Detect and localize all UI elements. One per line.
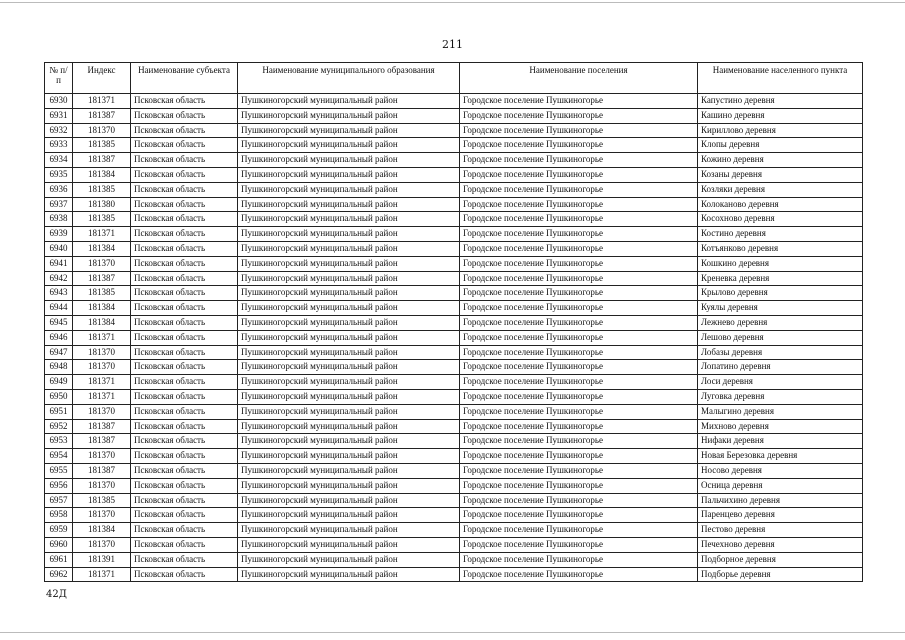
row-number-cell: 6958 [45, 508, 73, 523]
settlement-cell: Городское поселение Пушкиногорье [460, 197, 698, 212]
settlement-cell: Городское поселение Пушкиногорье [460, 227, 698, 242]
table-row [45, 330, 863, 345]
settlement-cell: Городское поселение Пушкиногорье [460, 478, 698, 493]
subject-cell: Псковская область [131, 419, 238, 434]
subject-cell: Псковская область [131, 212, 238, 227]
locality-cell: Лобазы деревня [698, 345, 863, 360]
postal-index-cell: 181370 [73, 508, 131, 523]
municipality-cell: Пушкиногорский муниципальный район [238, 345, 460, 360]
postal-index-cell: 181370 [73, 449, 131, 464]
municipality-cell: Пушкиногорский муниципальный район [238, 212, 460, 227]
row-number-cell: 6941 [45, 256, 73, 271]
locality-cell: Подборное деревня [698, 552, 863, 567]
postal-index-cell: 181371 [73, 567, 131, 582]
locality-cell: Осница деревня [698, 478, 863, 493]
postal-index-cell: 181387 [73, 108, 131, 123]
settlement-cell: Городское поселение Пушкиногорье [460, 123, 698, 138]
table-row [45, 375, 863, 390]
table-row [45, 138, 863, 153]
settlement-cell: Городское поселение Пушкиногорье [460, 256, 698, 271]
locality-cell: Паренцево деревня [698, 508, 863, 523]
locality-cell: Крылово деревня [698, 286, 863, 301]
municipality-cell: Пушкиногорский муниципальный район [238, 537, 460, 552]
postal-index-cell: 181380 [73, 197, 131, 212]
table-row [45, 419, 863, 434]
postal-index-cell: 181385 [73, 212, 131, 227]
row-number-cell: 6934 [45, 153, 73, 168]
scan-top-edge [0, 2, 905, 3]
table-row [45, 153, 863, 168]
postal-index-cell: 181387 [73, 463, 131, 478]
postal-index-cell: 181370 [73, 256, 131, 271]
municipality-cell: Пушкиногорский муниципальный район [238, 227, 460, 242]
settlement-cell: Городское поселение Пушкиногорье [460, 360, 698, 375]
table-row [45, 434, 863, 449]
locality-cell: Лоси деревня [698, 375, 863, 390]
locality-cell: Кожино деревня [698, 153, 863, 168]
postal-index-cell: 181384 [73, 241, 131, 256]
settlements-table [44, 62, 863, 582]
settlement-cell: Городское поселение Пушкиногорье [460, 508, 698, 523]
locality-cell: Луговка деревня [698, 389, 863, 404]
postal-index-cell: 181370 [73, 404, 131, 419]
subject-cell: Псковская область [131, 508, 238, 523]
settlement-cell: Городское поселение Пушкиногорье [460, 212, 698, 227]
subject-cell: Псковская область [131, 197, 238, 212]
settlement-cell: Городское поселение Пушкиногорье [460, 138, 698, 153]
subject-cell: Псковская область [131, 345, 238, 360]
row-number-cell: 6938 [45, 212, 73, 227]
table-row [45, 345, 863, 360]
subject-cell: Псковская область [131, 449, 238, 464]
subject-cell: Псковская область [131, 138, 238, 153]
municipality-cell: Пушкиногорский муниципальный район [238, 271, 460, 286]
row-number-cell: 6947 [45, 345, 73, 360]
subject-cell: Псковская область [131, 94, 238, 109]
settlement-cell: Городское поселение Пушкиногорье [460, 375, 698, 390]
postal-index-cell: 181387 [73, 434, 131, 449]
table-row [45, 256, 863, 271]
subject-cell: Псковская область [131, 271, 238, 286]
row-number-cell: 6948 [45, 360, 73, 375]
postal-index-cell: 181391 [73, 552, 131, 567]
subject-cell: Псковская область [131, 315, 238, 330]
subject-cell: Псковская область [131, 389, 238, 404]
settlement-cell: Городское поселение Пушкиногорье [460, 94, 698, 109]
settlement-cell: Городское поселение Пушкиногорье [460, 315, 698, 330]
locality-cell: Колоканово деревня [698, 197, 863, 212]
header-settlement: Наименование поселения [460, 63, 698, 94]
row-number-cell: 6961 [45, 552, 73, 567]
postal-index-cell: 181384 [73, 301, 131, 316]
locality-cell: Козаны деревня [698, 167, 863, 182]
locality-cell: Нифаки деревня [698, 434, 863, 449]
settlement-cell: Городское поселение Пушкиногорье [460, 241, 698, 256]
settlement-cell: Городское поселение Пушкиногорье [460, 463, 698, 478]
locality-cell: Капустино деревня [698, 94, 863, 109]
footer-mark: 42Д [46, 589, 67, 600]
postal-index-cell: 181371 [73, 330, 131, 345]
subject-cell: Псковская область [131, 123, 238, 138]
settlement-cell: Городское поселение Пушкиногорье [460, 153, 698, 168]
municipality-cell: Пушкиногорский муниципальный район [238, 256, 460, 271]
row-number-cell: 6962 [45, 567, 73, 582]
row-number-cell: 6944 [45, 301, 73, 316]
municipality-cell: Пушкиногорский муниципальный район [238, 360, 460, 375]
row-number-cell: 6936 [45, 182, 73, 197]
municipality-cell: Пушкиногорский муниципальный район [238, 153, 460, 168]
municipality-cell: Пушкиногорский муниципальный район [238, 315, 460, 330]
settlement-cell: Городское поселение Пушкиногорье [460, 167, 698, 182]
row-number-cell: 6933 [45, 138, 73, 153]
row-number-cell: 6932 [45, 123, 73, 138]
settlement-cell: Городское поселение Пушкиногорье [460, 523, 698, 538]
settlement-cell: Городское поселение Пушкиногорье [460, 493, 698, 508]
municipality-cell: Пушкиногорский муниципальный район [238, 508, 460, 523]
table-header-row [45, 63, 863, 94]
locality-cell: Костино деревня [698, 227, 863, 242]
row-number-cell: 6957 [45, 493, 73, 508]
settlement-cell: Городское поселение Пушкиногорье [460, 301, 698, 316]
row-number-cell: 6935 [45, 167, 73, 182]
settlement-cell: Городское поселение Пушкиногорье [460, 286, 698, 301]
subject-cell: Псковская область [131, 330, 238, 345]
subject-cell: Псковская область [131, 167, 238, 182]
municipality-cell: Пушкиногорский муниципальный район [238, 167, 460, 182]
postal-index-cell: 181371 [73, 375, 131, 390]
subject-cell: Псковская область [131, 567, 238, 582]
locality-cell: Подборье деревня [698, 567, 863, 582]
subject-cell: Псковская область [131, 478, 238, 493]
municipality-cell: Пушкиногорский муниципальный район [238, 241, 460, 256]
table-row [45, 508, 863, 523]
municipality-cell: Пушкиногорский муниципальный район [238, 123, 460, 138]
postal-index-cell: 181385 [73, 493, 131, 508]
settlement-cell: Городское поселение Пушкиногорье [460, 271, 698, 286]
table-row [45, 241, 863, 256]
scan-bottom-edge [0, 632, 905, 633]
table-row [45, 463, 863, 478]
postal-index-cell: 181384 [73, 315, 131, 330]
row-number-cell: 6955 [45, 463, 73, 478]
row-number-cell: 6953 [45, 434, 73, 449]
postal-index-cell: 181387 [73, 271, 131, 286]
municipality-cell: Пушкиногорский муниципальный район [238, 286, 460, 301]
settlement-cell: Городское поселение Пушкиногорье [460, 345, 698, 360]
table-row [45, 301, 863, 316]
locality-cell: Котъянково деревня [698, 241, 863, 256]
locality-cell: Пестово деревня [698, 523, 863, 538]
table-row [45, 212, 863, 227]
municipality-cell: Пушкиногорский муниципальный район [238, 404, 460, 419]
row-number-cell: 6931 [45, 108, 73, 123]
subject-cell: Псковская область [131, 286, 238, 301]
table-row [45, 315, 863, 330]
table-row [45, 404, 863, 419]
settlement-cell: Городское поселение Пушкиногорье [460, 389, 698, 404]
subject-cell: Псковская область [131, 108, 238, 123]
table-row [45, 182, 863, 197]
locality-cell: Лежнево деревня [698, 315, 863, 330]
municipality-cell: Пушкиногорский муниципальный район [238, 552, 460, 567]
locality-cell: Кашино деревня [698, 108, 863, 123]
postal-index-cell: 181370 [73, 123, 131, 138]
municipality-cell: Пушкиногорский муниципальный район [238, 449, 460, 464]
table-body [45, 94, 863, 582]
locality-cell: Новая Березовка деревня [698, 449, 863, 464]
subject-cell: Псковская область [131, 153, 238, 168]
postal-index-cell: 181384 [73, 167, 131, 182]
subject-cell: Псковская область [131, 523, 238, 538]
municipality-cell: Пушкиногорский муниципальный район [238, 330, 460, 345]
table-row [45, 94, 863, 109]
locality-cell: Носово деревня [698, 463, 863, 478]
municipality-cell: Пушкиногорский муниципальный район [238, 478, 460, 493]
municipality-cell: Пушкиногорский муниципальный район [238, 182, 460, 197]
table-row [45, 167, 863, 182]
subject-cell: Псковская область [131, 182, 238, 197]
postal-index-cell: 181387 [73, 153, 131, 168]
settlement-cell: Городское поселение Пушкиногорье [460, 404, 698, 419]
row-number-cell: 6951 [45, 404, 73, 419]
postal-index-cell: 181370 [73, 345, 131, 360]
locality-cell: Малыгино деревня [698, 404, 863, 419]
row-number-cell: 6939 [45, 227, 73, 242]
row-number-cell: 6946 [45, 330, 73, 345]
table-row [45, 108, 863, 123]
municipality-cell: Пушкиногорский муниципальный район [238, 138, 460, 153]
table-row [45, 271, 863, 286]
table-row [45, 537, 863, 552]
municipality-cell: Пушкиногорский муниципальный район [238, 108, 460, 123]
table-row [45, 197, 863, 212]
subject-cell: Псковская область [131, 537, 238, 552]
settlement-cell: Городское поселение Пушкиногорье [460, 552, 698, 567]
municipality-cell: Пушкиногорский муниципальный район [238, 493, 460, 508]
row-number-cell: 6940 [45, 241, 73, 256]
locality-cell: Лешово деревня [698, 330, 863, 345]
table-row [45, 567, 863, 582]
row-number-cell: 6960 [45, 537, 73, 552]
municipality-cell: Пушкиногорский муниципальный район [238, 197, 460, 212]
row-number-cell: 6950 [45, 389, 73, 404]
subject-cell: Псковская область [131, 360, 238, 375]
settlement-cell: Городское поселение Пушкиногорье [460, 108, 698, 123]
postal-index-cell: 181370 [73, 360, 131, 375]
table-row [45, 523, 863, 538]
postal-index-cell: 181387 [73, 419, 131, 434]
subject-cell: Псковская область [131, 375, 238, 390]
table-row [45, 123, 863, 138]
postal-index-cell: 181385 [73, 286, 131, 301]
row-number-cell: 6943 [45, 286, 73, 301]
header-locality: Наименование населенного пункта [698, 63, 863, 94]
subject-cell: Псковская область [131, 227, 238, 242]
locality-cell: Лопатино деревня [698, 360, 863, 375]
row-number-cell: 6954 [45, 449, 73, 464]
locality-cell: Косохново деревня [698, 212, 863, 227]
header-municipality: Наименование муниципального образования [238, 63, 460, 94]
row-number-cell: 6937 [45, 197, 73, 212]
subject-cell: Псковская область [131, 241, 238, 256]
locality-cell: Кириллово деревня [698, 123, 863, 138]
settlement-cell: Городское поселение Пушкиногорье [460, 537, 698, 552]
subject-cell: Псковская область [131, 256, 238, 271]
row-number-cell: 6945 [45, 315, 73, 330]
table-row [45, 286, 863, 301]
header-number: № п/п [45, 63, 73, 94]
locality-cell: Печехново деревня [698, 537, 863, 552]
row-number-cell: 6942 [45, 271, 73, 286]
subject-cell: Псковская область [131, 434, 238, 449]
table-row [45, 389, 863, 404]
locality-cell: Михново деревня [698, 419, 863, 434]
table-row [45, 478, 863, 493]
locality-cell: Клопы деревня [698, 138, 863, 153]
settlement-cell: Городское поселение Пушкиногорье [460, 449, 698, 464]
settlement-cell: Городское поселение Пушкиногорье [460, 419, 698, 434]
postal-index-cell: 181370 [73, 478, 131, 493]
row-number-cell: 6959 [45, 523, 73, 538]
postal-index-cell: 181385 [73, 182, 131, 197]
locality-cell: Креневка деревня [698, 271, 863, 286]
table-row [45, 227, 863, 242]
settlement-cell: Городское поселение Пушкиногорье [460, 182, 698, 197]
row-number-cell: 6952 [45, 419, 73, 434]
settlement-cell: Городское поселение Пушкиногорье [460, 567, 698, 582]
subject-cell: Псковская область [131, 493, 238, 508]
municipality-cell: Пушкиногорский муниципальный район [238, 463, 460, 478]
locality-cell: Пальчихино деревня [698, 493, 863, 508]
municipality-cell: Пушкиногорский муниципальный район [238, 434, 460, 449]
table-row [45, 360, 863, 375]
locality-cell: Кошкино деревня [698, 256, 863, 271]
subject-cell: Псковская область [131, 463, 238, 478]
postal-index-cell: 181371 [73, 389, 131, 404]
subject-cell: Псковская область [131, 404, 238, 419]
postal-index-cell: 181385 [73, 138, 131, 153]
municipality-cell: Пушкиногорский муниципальный район [238, 375, 460, 390]
subject-cell: Псковская область [131, 301, 238, 316]
postal-index-cell: 181371 [73, 94, 131, 109]
municipality-cell: Пушкиногорский муниципальный район [238, 94, 460, 109]
postal-index-cell: 181384 [73, 523, 131, 538]
municipality-cell: Пушкиногорский муниципальный район [238, 567, 460, 582]
municipality-cell: Пушкиногорский муниципальный район [238, 523, 460, 538]
postal-index-cell: 181370 [73, 537, 131, 552]
settlement-cell: Городское поселение Пушкиногорье [460, 330, 698, 345]
row-number-cell: 6956 [45, 478, 73, 493]
table-row [45, 493, 863, 508]
municipality-cell: Пушкиногорский муниципальный район [238, 301, 460, 316]
municipality-cell: Пушкиногорский муниципальный район [238, 419, 460, 434]
header-index: Индекс [73, 63, 131, 94]
table-row [45, 552, 863, 567]
locality-cell: Куялы деревня [698, 301, 863, 316]
locality-cell: Козляки деревня [698, 182, 863, 197]
row-number-cell: 6930 [45, 94, 73, 109]
row-number-cell: 6949 [45, 375, 73, 390]
table-row [45, 449, 863, 464]
settlement-cell: Городское поселение Пушкиногорье [460, 434, 698, 449]
postal-index-cell: 181371 [73, 227, 131, 242]
subject-cell: Псковская область [131, 552, 238, 567]
municipality-cell: Пушкиногорский муниципальный район [238, 389, 460, 404]
header-subject: Наименование субъекта [131, 63, 238, 94]
page-number: 211 [442, 38, 463, 51]
